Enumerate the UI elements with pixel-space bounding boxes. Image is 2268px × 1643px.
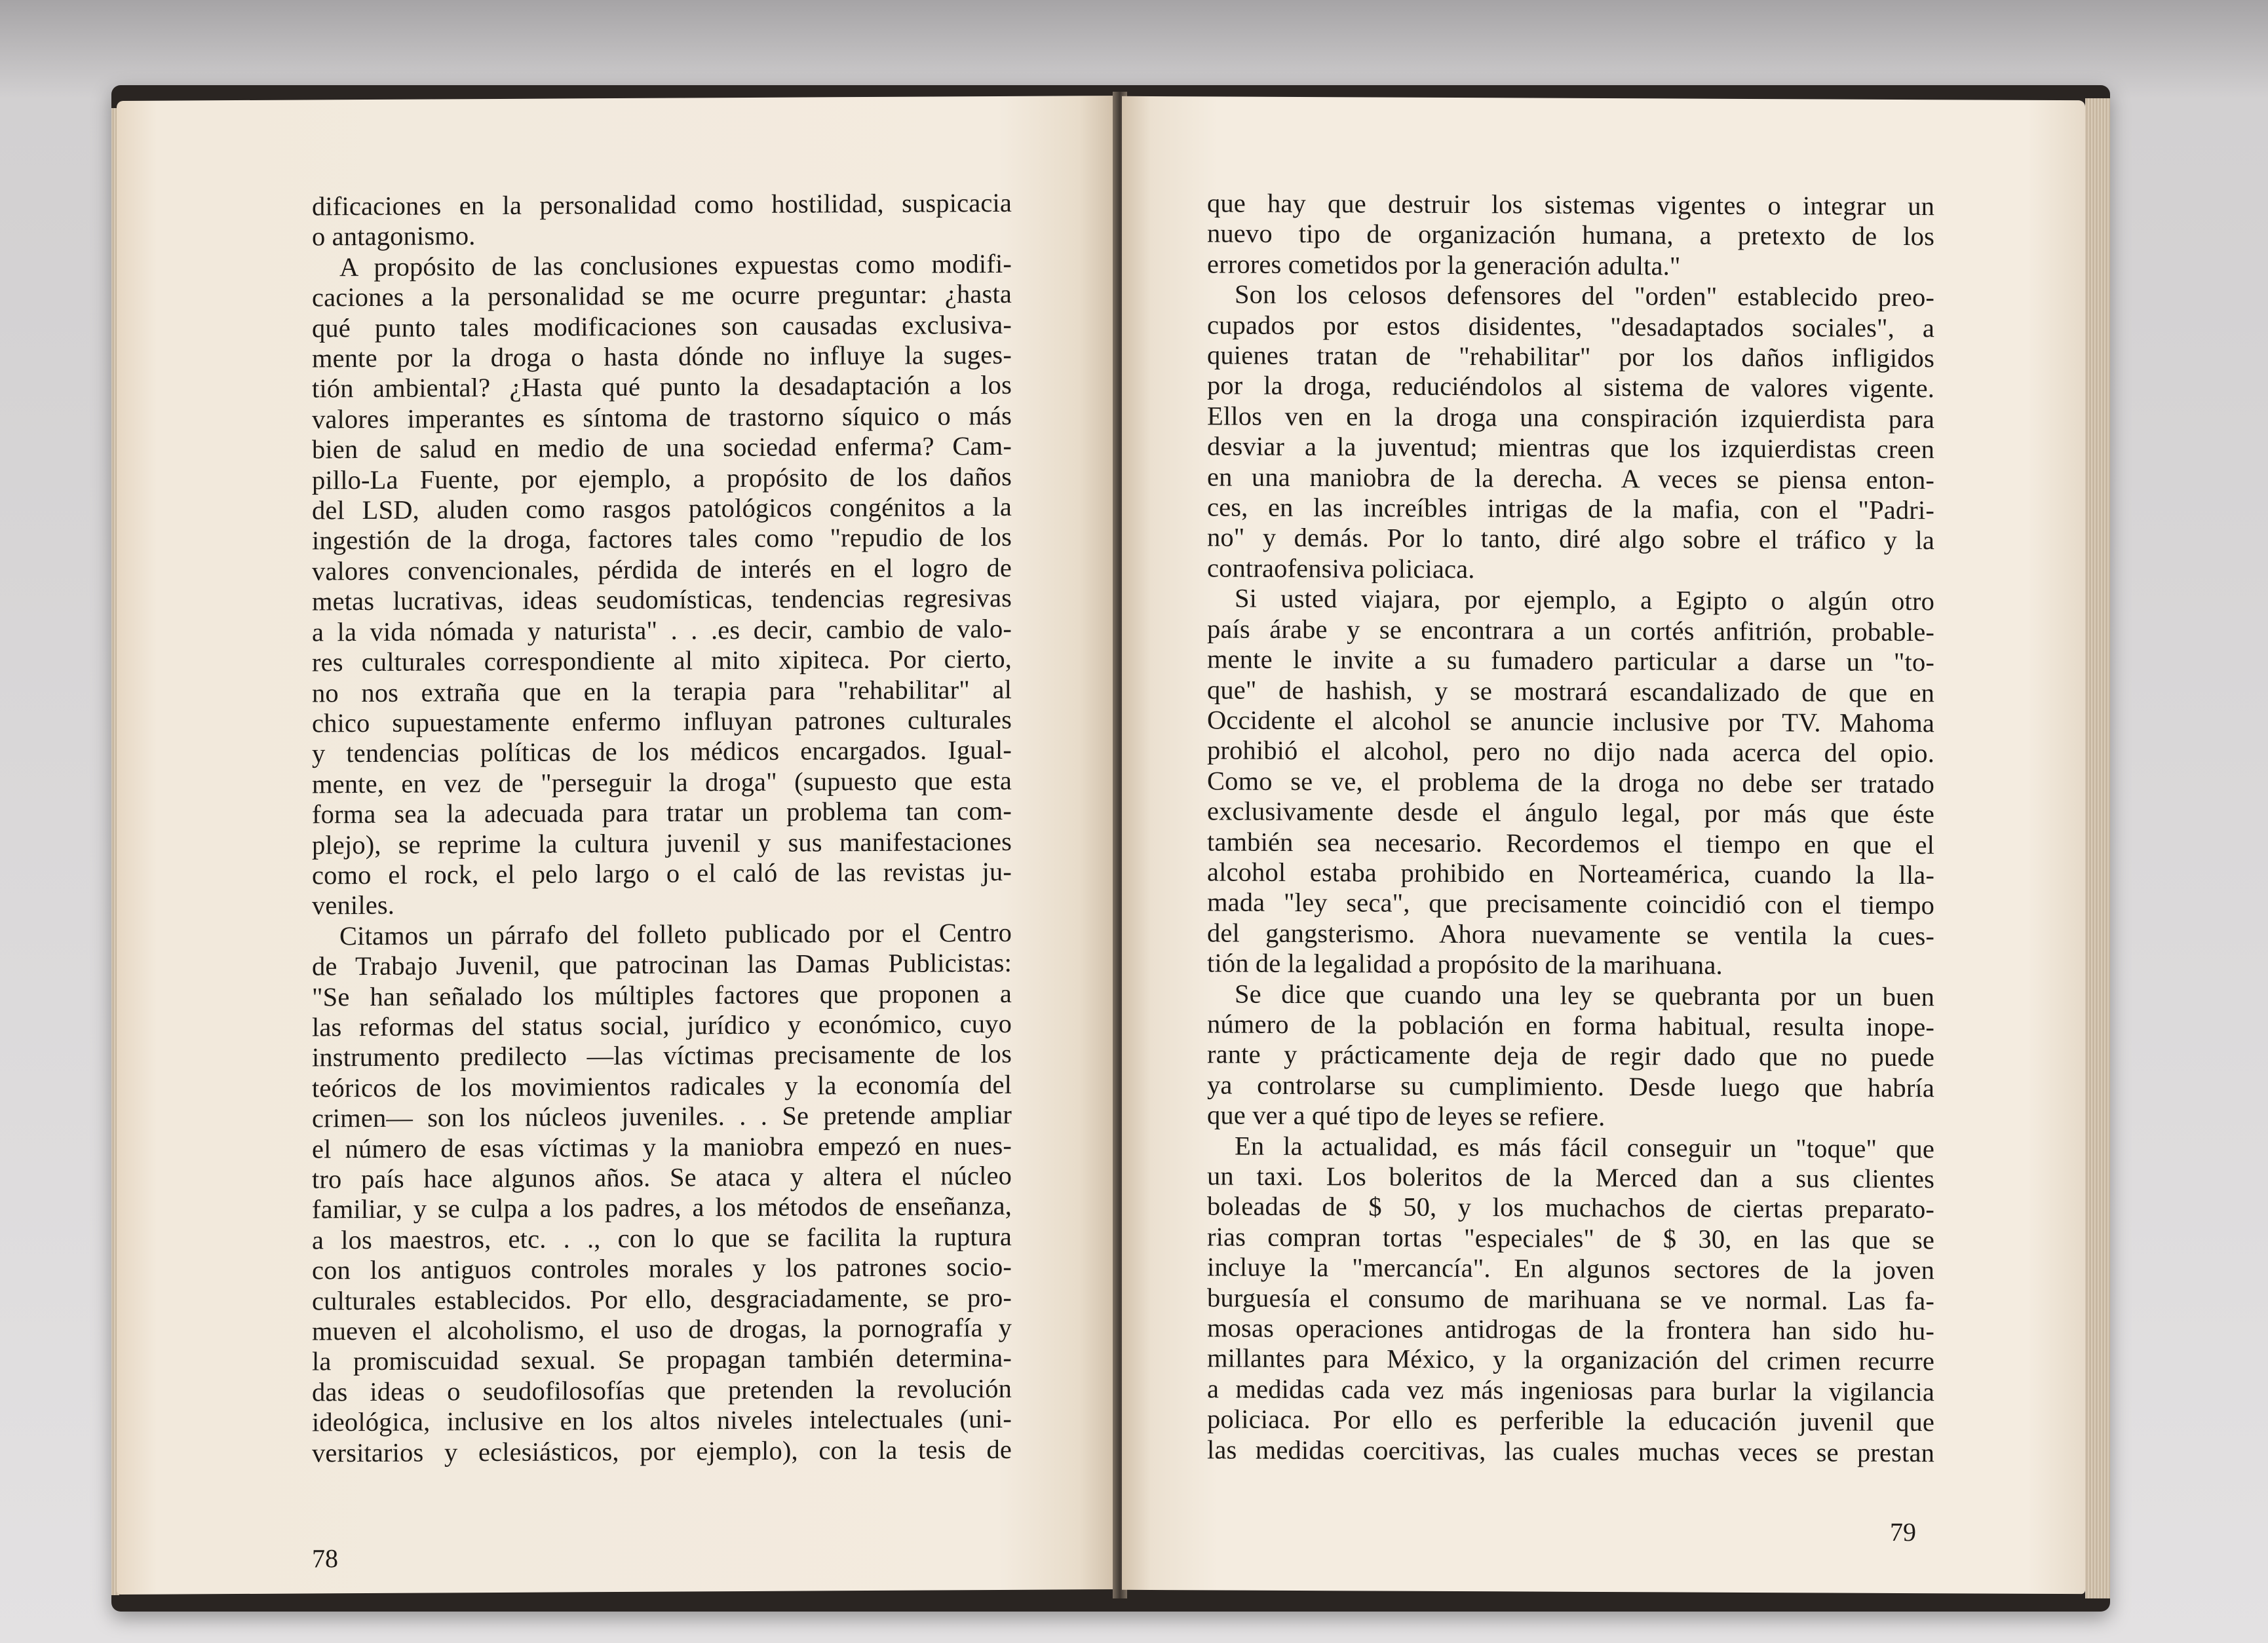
text-line: das ideas o seudofilosofías que pretenden la revolución <box>312 1373 1012 1407</box>
text-line: desviar a la juventud; mientras que los izquierdistas creen <box>1207 431 1934 464</box>
page-number: 78 <box>312 1543 338 1574</box>
text-line: Son los celosos defensores del "orden" establecido preo- <box>1235 279 1934 312</box>
text-line: qué punto tales modificaciones son causadas exclusiva- <box>312 309 1012 343</box>
text-line: que" de hashish, y se mostrará escandalizado de que en <box>1207 674 1934 708</box>
text-line: tión de la legalidad a propósito de la marihuana. <box>1207 948 1723 980</box>
text-line: no" y demás. Por lo tanto, diré algo sobre el tráfico y la <box>1207 522 1934 556</box>
text-line: valores imperantes es síntoma de trastorno síquico o más <box>312 400 1012 434</box>
text-line: crimen— son los núcleos juveniles. . . Se pretende ampliar <box>312 1100 1012 1133</box>
text-line: plejo), se reprime la cultura juvenil y sus manifestaciones <box>312 826 1012 859</box>
text-line: Se dice que cuando una ley se quebranta por un buen <box>1235 979 1934 1011</box>
text-line: mente le invite a su fumadero particular a darse un "to- <box>1207 644 1934 677</box>
text-line: a medidas cada vez más ingeniosas para burlar la vigilancia <box>1207 1374 1934 1407</box>
text-line: policiaca. Por ello es perferible la educación juvenil que <box>1207 1404 1934 1437</box>
text-line: Citamos un párrafo del folleto publicado por el Centro <box>339 917 1012 951</box>
text-line: Occidente el alcohol se anuncie inclusive por TV. Mahoma <box>1207 705 1934 738</box>
text-line: burguesía el consumo de marihuana se ve normal. Las fa- <box>1207 1282 1934 1315</box>
text-line: mada "ley seca", que precisamente coincidió con el tiempo <box>1207 887 1934 920</box>
right-page <box>1122 96 2085 1594</box>
text-line: dificaciones en la personalidad como hostilidad, suspicacia <box>312 187 1012 221</box>
text-line: la promiscuidad sexual. Se propagan también determina- <box>312 1343 1012 1376</box>
text-line: errores cometidos por la generación adulta." <box>1207 249 1681 281</box>
text-line: que hay que destruir los sistemas vigentes o integrar un <box>1207 188 1934 221</box>
text-line: A propósito de las conclusiones expuestas como modifi- <box>339 248 1012 282</box>
text-line: chico supuestamente enfermo influyan patrones culturales <box>312 704 1012 738</box>
text-line: las reformas del status social, jurídico y económico, cuyo <box>312 1008 1012 1042</box>
left-page <box>117 96 1119 1595</box>
text-line: a los maestros, etc. . ., con lo que se facilita la ruptura <box>312 1221 1012 1255</box>
text-line: también sea necesario. Recordemos el tiempo en que el <box>1207 826 1934 859</box>
text-line: En la actualidad, es más fácil conseguir un "toque" que <box>1235 1131 1934 1163</box>
text-line: no nos extraña que en la terapia para "rehabilitar" al <box>312 674 1012 708</box>
text-line: cupados por estos disidentes, "desadaptados sociales", a <box>1207 309 1934 343</box>
text-line: millantes para México, y la organización del crimen recurre <box>1207 1343 1934 1376</box>
text-line: o antagonismo. <box>312 221 476 252</box>
text-line: las medidas coercitivas, las cuales muchas veces se prestan <box>1207 1435 1934 1467</box>
text-line: del gangsterismo. Ahora nuevamente se ventila la cues- <box>1207 918 1934 951</box>
text-line: valores convencionales, pérdida de interés en el logro de <box>312 552 1012 586</box>
text-line: en una maniobra de la derecha. A veces se piensa enton- <box>1207 462 1934 495</box>
text-line: ya controlarse su cumplimiento. Desde luego que habría <box>1207 1070 1934 1103</box>
text-line: "Se han señalado los múltiples factores que proponen a <box>312 978 1012 1012</box>
text-line: Ellos ven en la droga una conspiración izquierdista para <box>1207 401 1934 434</box>
text-line: caciones a la personalidad se me ocurre preguntar: ¿hasta <box>312 279 1012 312</box>
text-line: exclusivamente desde el ángulo legal, por más que éste <box>1207 796 1934 829</box>
text-line: Como se ve, el problema de la droga no debe ser tratado <box>1207 766 1934 799</box>
text-line: con los antiguos controles morales y los patrones socio- <box>312 1252 1012 1285</box>
text-line: bien de salud en medio de una sociedad enferma? Cam- <box>312 431 1012 464</box>
text-line: culturales establecidos. Por ello, desgraciadamente, se pro- <box>312 1282 1012 1316</box>
text-line: mente, en vez de "perseguir la droga" (supuesto que esta <box>312 765 1012 799</box>
text-line: versitarios y eclesiásticos, por ejemplo), con la tesis de <box>312 1434 1012 1468</box>
text-line: incluye la "mercancía". En algunos sectores de la joven <box>1207 1252 1934 1285</box>
right-page-text <box>1207 188 1934 1468</box>
text-line: familiar, y se culpa a los padres, a los métodos de enseñanza, <box>312 1191 1012 1224</box>
text-line: que ver a qué tipo de leyes se refiere. <box>1207 1100 1605 1132</box>
text-line: número de la población en forma habitual, resulta inope- <box>1207 1009 1934 1042</box>
text-line: forma sea la adecuada para tratar un problema tan com- <box>312 795 1012 829</box>
text-line: mosas operaciones antidrogas de la frontera han sido hu- <box>1207 1313 1934 1346</box>
text-line: contraofensiva policiaca. <box>1207 553 1475 584</box>
text-line: Si usted viajara, por ejemplo, a Egipto o algún otro <box>1235 583 1934 616</box>
text-line: tro país hace algunos años. Se ataca y altera el núcleo <box>312 1160 1012 1194</box>
text-line: nuevo tipo de organización humana, a pretexto de los <box>1207 218 1934 252</box>
text-line: a la vida nómada y naturista" . . .es decir, cambio de valo- <box>312 613 1012 647</box>
text-line: del LSD, aluden como rasgos patológicos congénitos a la <box>312 491 1012 525</box>
text-line: mueven el alcoholismo, el uso de drogas, la pornografía y <box>312 1312 1012 1346</box>
text-line: alcohol estaba prohibido en Norteamérica, cuando la lla- <box>1207 857 1934 890</box>
text-line: ideológica, inclusive en los altos niveles intelectuales (uni- <box>312 1404 1012 1437</box>
text-line: boleadas de $ 50, y los muchachos de ciertas preparato- <box>1207 1191 1934 1224</box>
text-line: mente por la droga o hasta dónde no influye la suges- <box>312 339 1012 373</box>
text-line: como el rock, el pelo largo o el caló de las revistas ju- <box>312 856 1012 890</box>
text-line: rias compran tortas "especiales" de $ 30, en las que se <box>1207 1222 1934 1255</box>
text-line: y tendencias políticas de los médicos encargados. Igual- <box>312 735 1012 768</box>
text-line: pillo-La Fuente, por ejemplo, a propósito de los daños <box>312 461 1012 495</box>
page-number: 79 <box>1890 1517 1916 1547</box>
text-line: un taxi. Los boleritos de la Merced dan a sus clientes <box>1207 1161 1934 1194</box>
text-line: instrumento predilecto —las víctimas precisamente de los <box>312 1039 1012 1072</box>
text-line: res culturales correspondiente al mito xipiteca. Por cierto, <box>312 643 1012 677</box>
text-line: ingestión de la droga, factores tales como "repudio de los <box>312 522 1012 556</box>
text-line: quienes tratan de "rehabilitar" por los daños infligidos <box>1207 340 1934 373</box>
text-line: rante y prácticamente deja de regir dado que no puede <box>1207 1039 1934 1072</box>
right-page-edges <box>2085 98 2110 1598</box>
text-line: tión ambiental? ¿Hasta qué punto la desadaptación a los <box>312 370 1012 404</box>
text-line: teóricos de los movimientos radicales y la economía del <box>312 1069 1012 1103</box>
text-line: metas lucrativas, ideas seudomísticas, tendencias regresivas <box>312 583 1012 616</box>
left-page-text <box>312 188 1012 1469</box>
text-line: ces, en las increíbles intrigas de la mafia, con el "Padri- <box>1207 492 1934 525</box>
text-line: por la droga, reduciéndolos al sistema de valores vigente. <box>1207 370 1934 404</box>
text-line: país árabe y se encontrara a un cortés anfitrión, probable- <box>1207 614 1934 647</box>
text-line: prohibió el alcohol, pero no dijo nada acerca del opio. <box>1207 735 1934 768</box>
text-line: veniles. <box>312 890 395 920</box>
text-line: el número de esas víctimas y la maniobra empezó en nues- <box>312 1130 1012 1164</box>
text-line: de Trabajo Juvenil, que patrocinan las Damas Publicistas: <box>312 948 1012 981</box>
